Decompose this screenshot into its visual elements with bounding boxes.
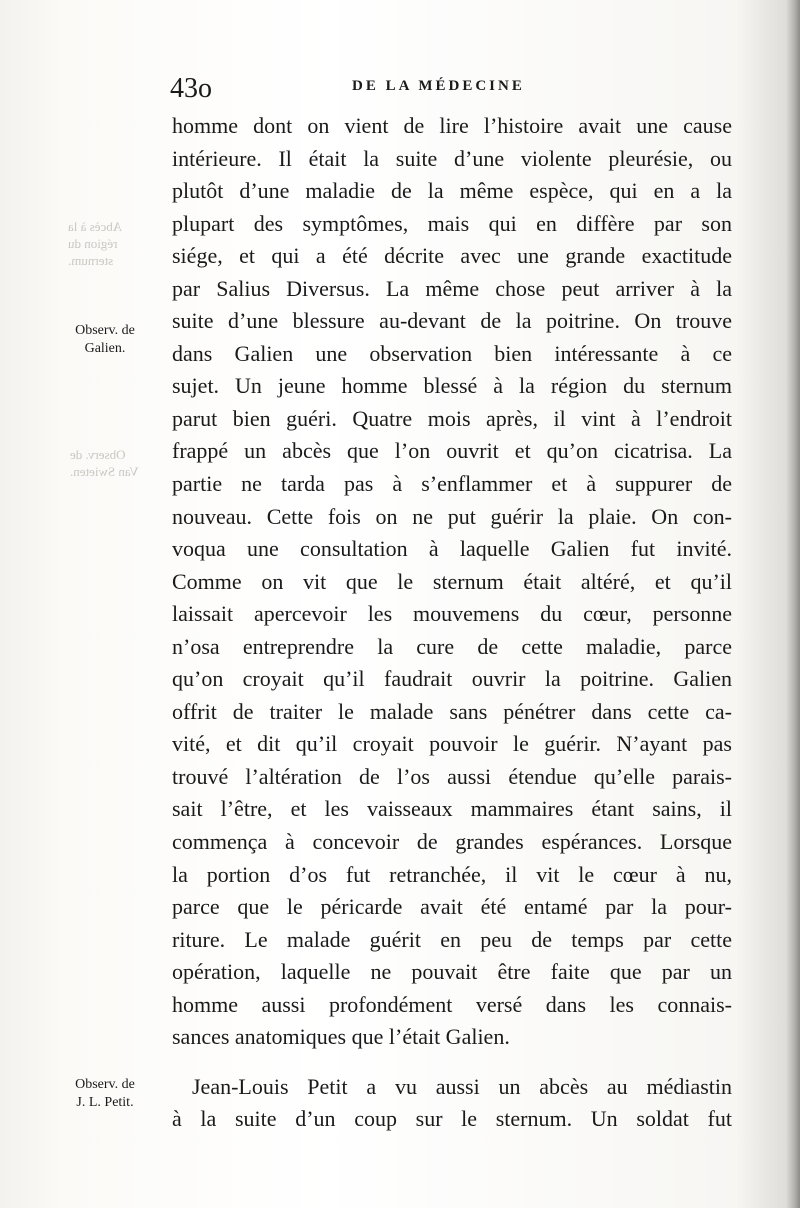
text-line: homme dont on vient de lire l’histoire avait une cause [172,113,732,138]
text-line: plupart des symptômes, mais qui en diffère par son [172,210,732,236]
text-line: riture. Le malade guérit en peu de temps par cette [172,926,732,952]
text-line: sait l’être, et les vaisseaux mammaires étant sains, il [172,796,732,822]
text-line: trouvé l’altération de l’os aussi étendue qu’elle parais- [172,763,732,789]
text-line: offrit de traiter le malade sans pénétrer dans cette ca- [172,698,732,724]
paragraph-gap [172,1054,732,1071]
page-edge-shadow [786,0,800,1208]
text-line: par Salius Diversus. La même chose peut arriver à la [172,275,732,301]
text-line: commença à concevoir de grandes espérances. Lorsque [172,829,732,855]
text-line: sances anatomiques que l’était Galien. [172,1024,510,1050]
text-line: Comme on vit que le sternum était altéré, et qu’il [172,568,732,594]
page-header [170,72,760,108]
body-text [172,110,732,1136]
text-line: sujet. Un jeune homme blessé à la région du sternum [172,373,732,399]
text-line: Jean-Louis Petit a vu aussi un abcès au médiastin [192,1073,732,1099]
text-line: nouveau. Cette fois on ne put guérir la plaie. On con- [172,503,732,529]
bleed-through-text-2: Observ. de Van Swieten. [70,447,139,479]
margin-note-galien: Observ. de Galien. [75,323,135,356]
text-line: n’osa entreprendre la cure de cette maladie, parce [172,633,732,659]
running-head: DE LA MÉDECINE [352,78,525,94]
text-line: la portion d’os fut retranchée, il vit le cœur à nu, [172,861,732,887]
text-line: plutôt d’une maladie de la même espèce, qui en a la [172,178,732,204]
text-line: opération, laquelle ne pouvait être faite que par un [172,959,732,985]
margin-note-petit: Observ. de J. L. Petit. [75,1077,135,1110]
text-line: voqua une consultation à laquelle Galien fut invité. [172,536,732,562]
text-line: homme aussi profondément versé dans les connais- [172,991,732,1017]
text-line: dans Galien une observation bien intéressante à ce [172,340,732,366]
text-line: à la suite d’un coup sur le sternum. Un soldat fut [172,1106,732,1132]
text-line: frappé un abcès que l’on ouvrit et qu’on cicatrisa. La [172,438,732,464]
text-line: partie ne tarda pas à s’enflammer et à suppurer de [172,471,732,497]
text-line: parut bien guéri. Quatre mois après, il vint à l’endroit [172,405,732,431]
text-line: parce que le péricarde avait été entamé par la pour- [172,894,732,920]
text-line: siége, et qui a été décrite avec une grande exactitude [172,243,732,269]
text-line: suite d’une blessure au-devant de la poitrine. On trouve [172,308,732,334]
text-line: qu’on croyait qu’il faudrait ouvrir la poitrine. Galien [172,666,732,692]
bleed-through-text-1: Abcès à la région du sternum. [68,219,123,268]
text-line: intérieure. Il était la suite d’une violente pleurésie, ou [172,145,732,171]
text-line: laissait apercevoir les mouvemens du cœur, personne [172,601,732,627]
text-line: vité, et dit qu’il croyait pouvoir le guérir. N’ayant pas [172,731,732,757]
page-number: 43o [170,73,212,104]
